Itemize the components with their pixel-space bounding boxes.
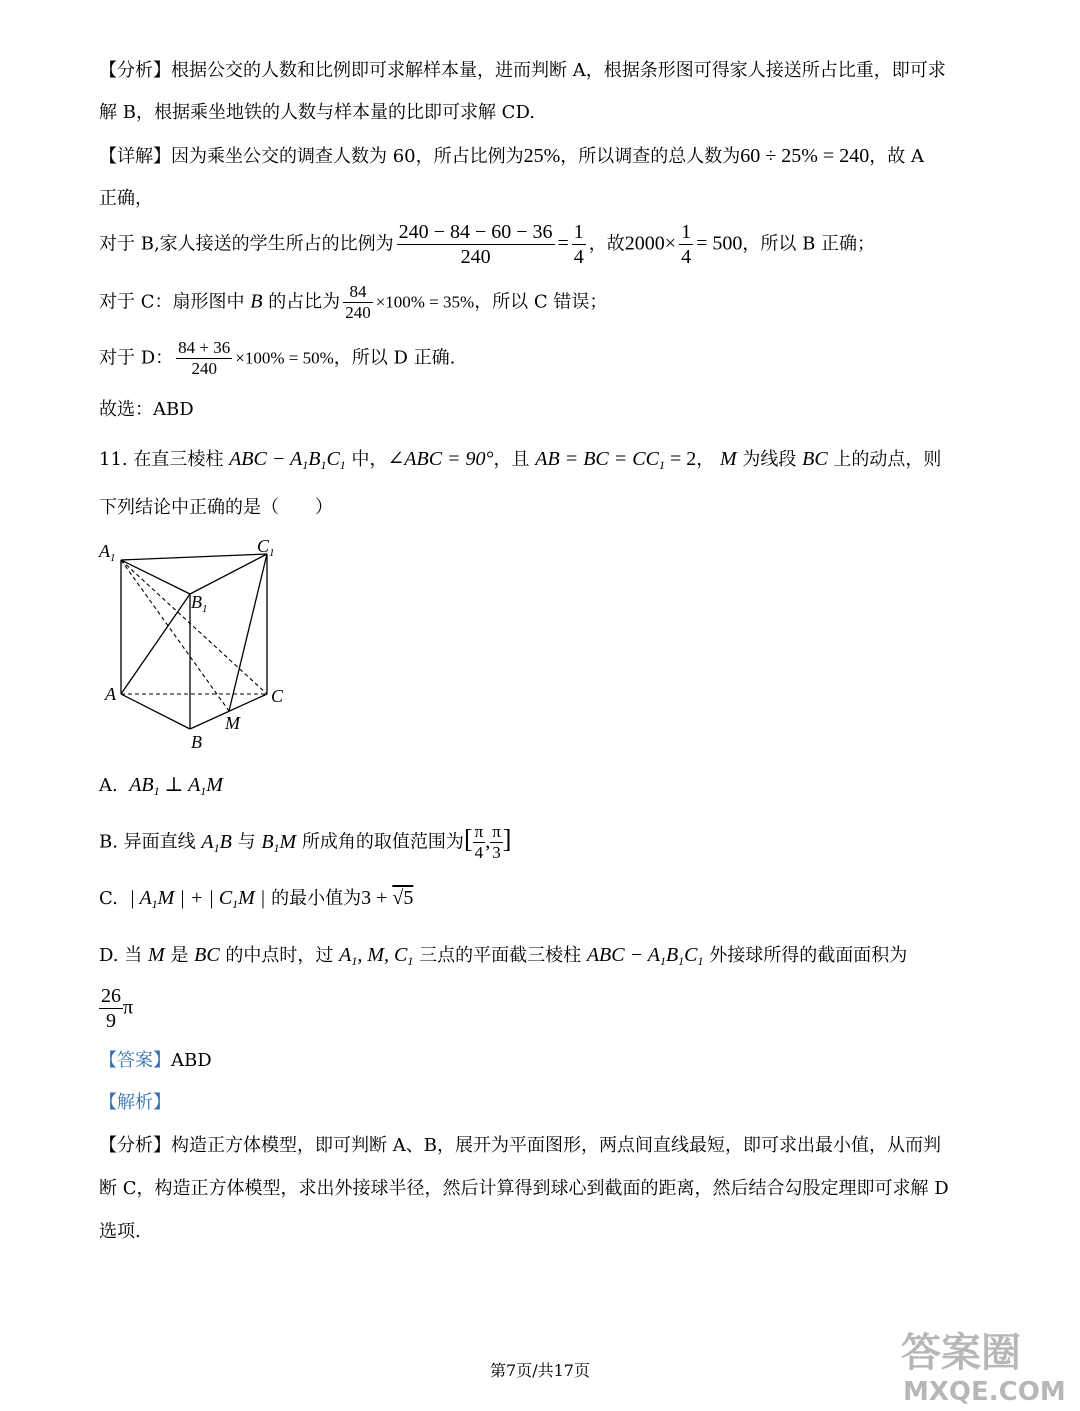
label-m: M	[225, 713, 240, 733]
label-b1: $B_1$	[191, 592, 208, 615]
analysis-line-1: 【分析】根据公交的人数和比例即可求解样本量，进而判断 A，根据条形图可得家人接送所占比重，即可求	[99, 60, 946, 81]
label-a1: $A_1$	[99, 541, 116, 564]
edge-c1-m	[229, 554, 267, 711]
jiexi-label: 【解析】	[99, 1092, 171, 1113]
label-b: B	[191, 732, 202, 752]
watermark-logo	[895, 1318, 1075, 1408]
edge-b1-c1	[190, 554, 267, 594]
question-11-line-1: 11. 在直三棱柱 ABC − $A_1B_1C_1$ 中，∠ABC = 90°，且 AB = BC = $CC_1 = 2$， M 为线段 BC 上的动点，则	[99, 448, 942, 472]
q11-analysis-2: 断 C，构造正方体模型，求出外接球半径，然后计算得到球心到截面的距离，然后结合勾股定理即可求解 D	[99, 1178, 949, 1199]
detail-line-1: 【详解】因为乘坐公交的调查人数为 60，所占比例为25%，所以调查的总人数为60 ÷ 25% = 240，故 A	[99, 145, 924, 167]
option-c: C. | $A_1M$ | + | $C_1M$ | 的最小值为3 + √5	[99, 887, 414, 911]
analysis-line-2: 解 B，根据乘坐地铁的人数与样本量的比即可求解 CD.	[99, 102, 535, 123]
option-d: D. 当 M 是 BC 的中点时，过 $A_1$, M, $C_1$ 三点的平面截三棱柱 ABC − $A_1B_1C_1$ 外接球所得的截面面积为	[99, 944, 908, 968]
label-a: A	[105, 684, 116, 704]
answer: 【答案】ABD	[99, 1050, 212, 1071]
label-c: C	[271, 686, 284, 706]
svg-text:答案圈: 答案圈	[901, 1330, 1021, 1376]
page-footer: 第7页/共17页	[490, 1361, 590, 1380]
prism-figure	[95, 532, 295, 757]
q11-analysis-3: 选项.	[99, 1221, 141, 1242]
q11-analysis-1: 【分析】构造正方体模型，即可判断 A、B，展开为平面图形，两点间直线最短，即可求出最小值，从而判	[99, 1135, 941, 1156]
fraction: $\frac{240 - 84 - 60 - 36}{240}$	[398, 221, 553, 268]
option-a: A. $AB_1$ ⊥ $A_1M$	[99, 774, 223, 798]
label-c1: $C_1$	[257, 536, 275, 559]
option-b: B. 异面直线 $A_1B$ 与 $B_1M$ 所成角的取值范围为[ $\frac{\pi}{4}$ , $\frac{\pi}{3}$ ]	[99, 822, 512, 862]
edge-a1-c	[121, 560, 267, 694]
svg-text:MXQE.COM: MXQE.COM	[903, 1377, 1066, 1407]
edge-a1-b1	[121, 560, 190, 594]
detail-option-b: 对于 B,家人接送的学生所占的比例为 $\frac{240 - 84 - 60 - 36}{240}$ = $\frac{1}{4}$ ，故2000× $\frac{1}{4}$ = 500，所以 B 正确；	[99, 221, 876, 268]
edge-a-b	[121, 694, 190, 729]
detail-option-c: 对于 C：扇形图中 B 的占比为 $\frac{84}{240}$ ×100% = 35%，所以 C 错误；	[99, 282, 608, 322]
option-d-value: $\frac{26}{9}$ π	[101, 985, 134, 1032]
question-11-line-2: 下列结论中正确的是（ ）	[99, 497, 333, 518]
detail-option-d: 对于 D： $\frac{84 + 36}{240}$ ×100% = 50%，所以 D 正确.	[99, 338, 456, 378]
detail-choice: 故选：ABD	[99, 399, 194, 420]
edge-a1-c1	[121, 554, 267, 560]
detail-line-2: 正确，	[99, 188, 153, 209]
